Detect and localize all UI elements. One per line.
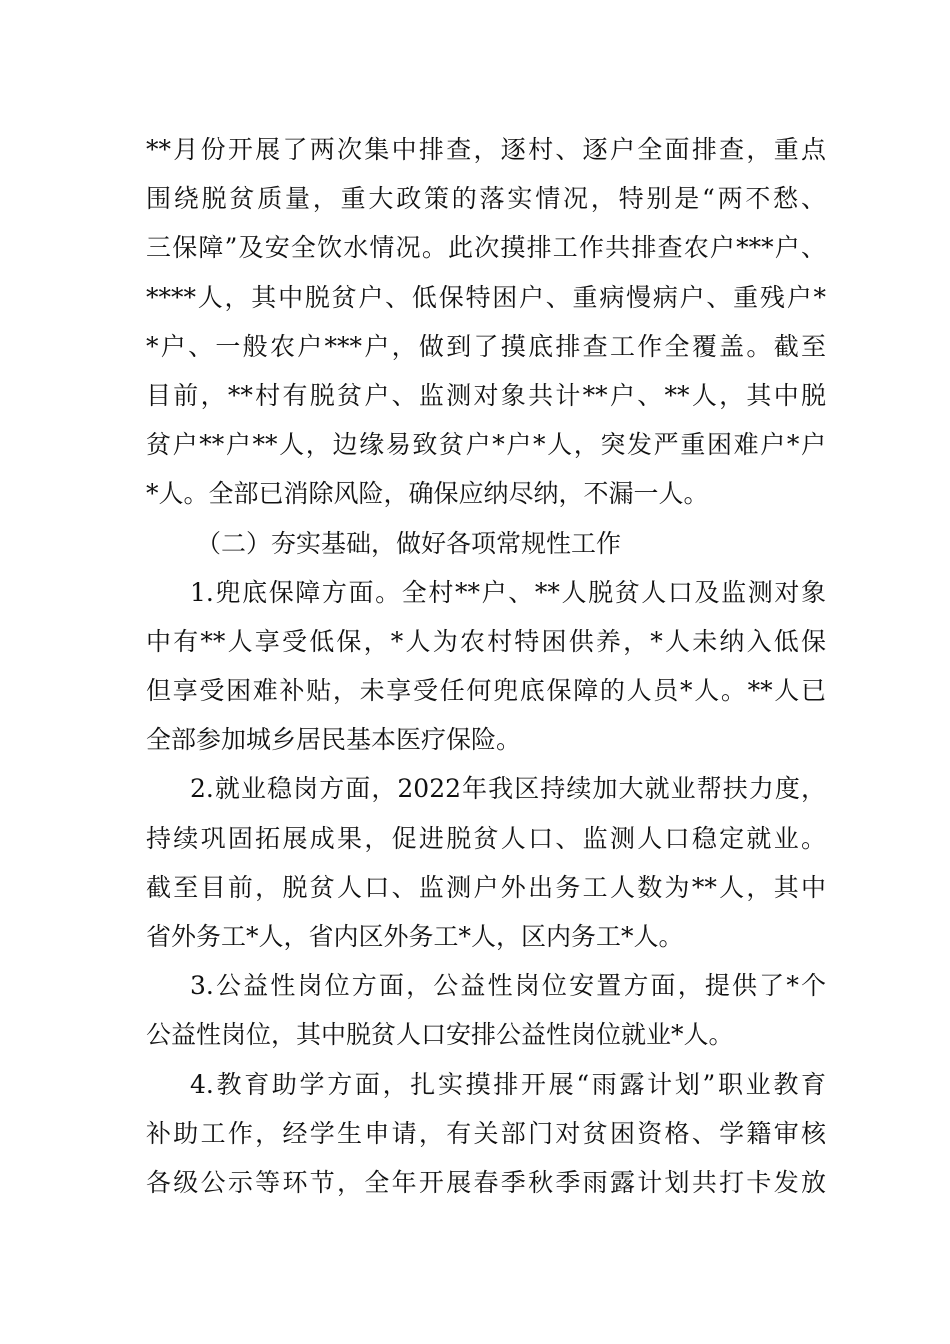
text-line: 但享受困难补贴，未享受任何兜底保障的人员*人。**人已 [146,676,826,706]
section-heading: （二）夯实基础，做好各项常规性工作 [196,528,622,558]
text-line: 4.教育助学方面，扎实摸排开展“雨露计划”职业教育 [190,1069,826,1099]
text-line: *户、一般农户***户，做到了摸底排查工作全覆盖。截至 [146,331,826,361]
text-line: *人。全部已消除风险，确保应纳尽纳，不漏一人。 [146,479,709,509]
text-line: 围绕脱贫质量，重大政策的落实情况，特别是“两不愁、 [146,184,826,214]
text-line: 截至目前，脱贫人口、监测户外出务工人数为**人，其中 [146,872,826,902]
text-line: 贫户**户**人，边缘易致贫户*户*人，突发严重困难户*户 [146,430,826,460]
text-line: ****人，其中脱贫户、低保特困户、重病慢病户、重残户* [146,282,826,312]
text-line: 持续巩固拓展成果，促进脱贫人口、监测人口稳定就业。 [146,823,826,853]
text-line: 公益性岗位，其中脱贫人口安排公益性岗位就业*人。 [146,1020,734,1050]
text-line: 补助工作，经学生申请，有关部门对贫困资格、学籍审核 [146,1118,826,1148]
document-body [146,125,826,1207]
text-line: 1.兜底保障方面。全村**户、**人脱贫人口及监测对象 [190,577,826,607]
text-line: 3.公益性岗位方面，公益性岗位安置方面，提供了*个 [190,971,826,1001]
text-line: 目前，**村有脱贫户、监测对象共计**户、**人，其中脱 [146,380,826,410]
text-line: **月份开展了两次集中排查，逐村、逐户全面排查，重点 [146,135,826,164]
text-line: 全部参加城乡居民基本医疗保险。 [146,725,522,755]
text-line: 省外务工*人，省内区外务工*人，区内务工*人。 [146,922,684,951]
text-line: 三保障”及安全饮水情况。此次摸排工作共排查农户***户、 [146,233,826,263]
text-line: 2.就业稳岗方面，2022年我区持续加大就业帮扶力度， [190,774,826,804]
text-line: 各级公示等环节，全年开展春季秋季雨露计划共打卡发放 [146,1167,826,1197]
text-line: 中有**人享受低保，*人为农村特困供养，*人未纳入低保 [146,626,826,656]
